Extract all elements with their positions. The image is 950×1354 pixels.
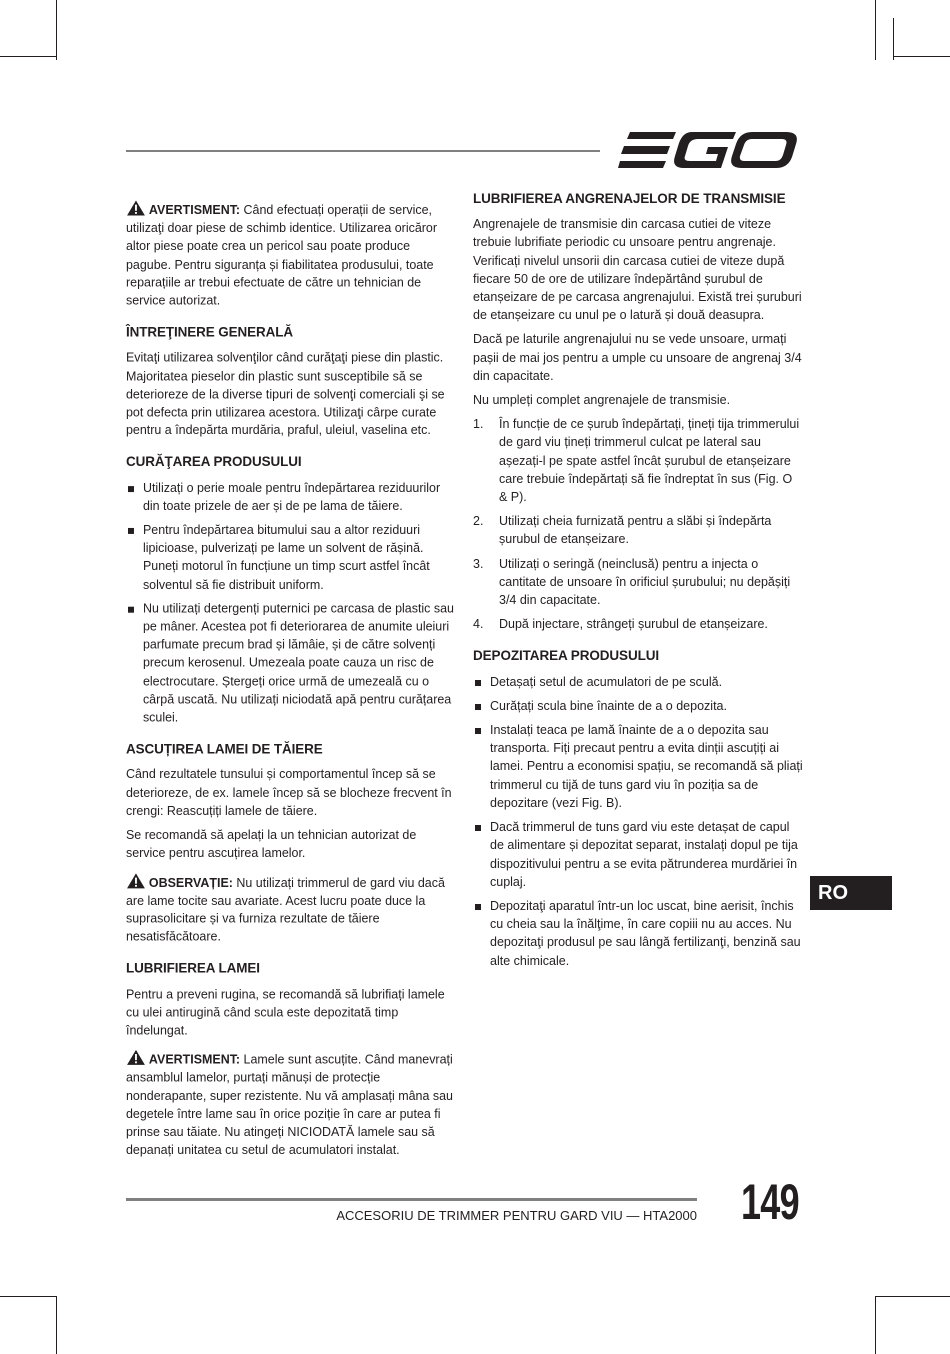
list-item bbox=[473, 512, 803, 548]
bullet-icon bbox=[128, 486, 134, 492]
ego-logo bbox=[618, 128, 798, 172]
section-heading: LUBRIFIEREA LAMEI bbox=[126, 960, 260, 976]
list-item bbox=[126, 600, 456, 727]
list-item bbox=[473, 555, 803, 610]
list-item-text: Nu utilizați detergenți puternici pe carcasa de plastic sau pe mâner. Acestea pot fi deteriorarea de anumite uleiuri parfumate precum brad și lămâie, și de către solvenți precum kerosenul. Umezeala poate cauza un risc de electrocutare. Ștergeți orice urmă de umezeală cu o cârpă uscată. Nu utilizați niciodată apă pentru curățarea sculei. bbox=[142, 601, 454, 725]
warning-text: Când efectuați operații de service, utilizaţi doar piese de schimb identice. Utilizarea oricăror altor piese poate crea un pericol sau poate produce pagube. Pentru siguranța și fiabilitatea produsului, toate reparațiile ar trebui efectuate de către un tehnician de service autorizat. bbox=[126, 202, 437, 308]
right-column bbox=[473, 190, 803, 976]
list-item-text: Pentru îndepărtarea bitumului sau a altor reziduuri lipicioase, pulverizați pe lame un solvent de rășină. Puneți motorul în funcțiune un timp scurt astfel încât solventul să fie distribuit uniform. bbox=[142, 523, 430, 592]
paragraph: Dacă pe laturile angrenajului nu se vede unsoare, urmați pașii de mai jos pentru a umple cu unsoare de angrenaj 3/4 din capacitate. bbox=[473, 332, 802, 383]
list-item-text: Detașați setul de acumulatori de pe sculă. bbox=[490, 674, 723, 689]
section-heading: ÎNTREŢINERE GENERALĂ bbox=[126, 324, 294, 340]
warning-icon bbox=[126, 1049, 146, 1065]
list-item bbox=[473, 818, 803, 891]
step-number: 4. bbox=[473, 617, 484, 632]
crop-mark bbox=[875, 0, 876, 60]
warning-icon bbox=[126, 872, 146, 888]
paragraph: Când rezultatele tunsului și comportamentul încep să se deterioreze, de ex. lamele încep să se blocheze frecvent în crengi: Reascuțiți lamele de tăiere. bbox=[126, 767, 452, 818]
warning-icon bbox=[126, 200, 146, 216]
bullet-list bbox=[473, 673, 803, 970]
step-number: 2. bbox=[473, 514, 484, 529]
list-item bbox=[473, 673, 803, 691]
bullet-icon bbox=[128, 607, 134, 613]
observation-text: Nu utilizați trimmerul de gard viu dacă are lame tocite sau avariate. Acest lucru poate duce la suprasolicitare și va furniza rezultate de tăiere nesatisfăcătoare. bbox=[126, 875, 445, 944]
warning-blades bbox=[126, 1049, 456, 1159]
list-item bbox=[473, 721, 803, 812]
list-item-text: Dacă trimmerul de tuns gard viu este detașat de capul de alimentare și depozitat separat, instalați dopul pe tija dispozitivului pentru a se evita pătrunderea murdăriei în cuplaj. bbox=[490, 820, 798, 889]
crop-mark bbox=[0, 1296, 56, 1297]
step-text: În funcție de ce șurub îndepărtați, țineți tija trimmerului de gard viu țineți trimmerul culcat pe lateral sau așezați-l pe spate astfel încât șurubul de etanșeizare care trebuie îndepărtați să fie îndreptat în sus (Fig. O & P). bbox=[499, 417, 800, 505]
step-text: Utilizați cheia furnizată pentru a slăbi și îndepărta șurubul de etanșeizare. bbox=[499, 514, 772, 547]
warning-text: Lamele sunt ascuțite. Când manevrați ansamblul lamelor, purtați mănuși de protecție nonderapante, super rezistente. Nu vă amplasați mâna sau degetele între lame sau în orice poziție în care ar putea fi prinse sau tăiate. Nu atingeți NICIODATĂ lamele sau să depanați unitatea cu setul de acumulatori instalat. bbox=[126, 1052, 453, 1158]
list-item-text: Utilizați o perie moale pentru îndepărtarea reziduurilor din toate prizele de aer și de pe lama de tăiere. bbox=[142, 480, 441, 513]
paragraph: Evitaţi utilizarea solvenţilor când curăţaţi piese din plastic. Majoritatea pieselor din plastic sunt susceptibile să se deterioreze de la diverse tipuri de solvenţi comerciali şi se pot defecta prin utilizarea acestora. Utilizaţi cârpe curate pentru a îndepărta murdăria, praful, uleiul, vaselina etc. bbox=[126, 350, 445, 438]
section-heading: DEPOZITAREA PRODUSULUI bbox=[473, 648, 660, 664]
crop-mark bbox=[56, 1296, 57, 1354]
bullet-icon bbox=[475, 904, 481, 910]
paragraph: Nu umpleți complet angrenajele de transmisie. bbox=[473, 393, 731, 408]
list-item bbox=[473, 897, 803, 970]
step-text: După injectare, strângeți șurubul de etanșeizare. bbox=[499, 617, 768, 632]
crop-mark bbox=[875, 1296, 950, 1297]
section-heading: ASCUȚIREA LAMEI DE TĂIERE bbox=[126, 741, 323, 757]
crop-mark bbox=[56, 0, 57, 60]
list-item bbox=[473, 615, 803, 633]
observation-label: OBSERVAȚIE: bbox=[148, 875, 233, 890]
warning-label: AVERTISMENT: bbox=[148, 1052, 241, 1067]
bullet-icon bbox=[475, 825, 481, 831]
bullet-icon bbox=[128, 528, 134, 534]
step-text: Utilizați o seringă (neinclusă) pentru a injecta o cantitate de unsoare în orificiul șurubului; nu depășiți 3/4 din capacitate. bbox=[499, 556, 791, 608]
section-heading: LUBRIFIEREA ANGRENAJELOR DE TRANSMISIE bbox=[473, 191, 786, 206]
bullet-icon bbox=[475, 704, 481, 710]
crop-mark bbox=[0, 56, 56, 57]
numbered-list bbox=[473, 415, 803, 633]
section-heading: CURĂŢAREA PRODUSULUI bbox=[126, 454, 302, 470]
warning-service bbox=[126, 200, 456, 310]
crop-mark bbox=[893, 18, 894, 60]
list-item bbox=[473, 697, 803, 715]
crop-mark bbox=[875, 1296, 876, 1354]
list-item-text: Curățați scula bine înainte de a o depozita. bbox=[490, 698, 727, 713]
warning-label: AVERTISMENT: bbox=[148, 202, 241, 217]
footer-rule bbox=[126, 1198, 697, 1201]
paragraph: Angrenajele de transmisie din carcasa cutiei de viteze trebuie lubrifiate periodic cu unsoare pentru angrenaje. Verificați nivelul unsorii din carcasa cutiei de viteze după fiecare 50 de ore de utilizare îndepărtând șurubul de etanșeizare de pe carcasa angrenajului. Există trei șuruburi de etanșeizare cu unul pe o latură și două deasupra. bbox=[473, 217, 802, 323]
list-item bbox=[126, 479, 456, 515]
page-number: 149 bbox=[741, 1174, 799, 1230]
footer-title: ACCESORIU DE TRIMMER PENTRU GARD VIU — HTA2000 bbox=[336, 1208, 697, 1223]
bullet-icon bbox=[475, 680, 481, 686]
bullet-icon bbox=[475, 728, 481, 734]
language-tab: RO bbox=[810, 876, 892, 910]
bullet-list bbox=[126, 479, 456, 727]
header-rule bbox=[126, 150, 600, 152]
step-number: 3. bbox=[473, 556, 484, 571]
list-item bbox=[473, 415, 803, 506]
crop-mark bbox=[893, 56, 950, 57]
left-column bbox=[126, 190, 456, 1165]
paragraph: Se recomandă să apelați la un tehnician autorizat de service pentru ascuțirea lamelor. bbox=[126, 828, 417, 861]
list-item-text: Instalați teaca pe lamă înainte de a o depozita sau transporta. Fiți precaut pentru a evita dinții ascuțiți ai lamei. Pentru a economisi spațiu, se recomandă să pliați trimmerul cu tijă de tuns gard viu în poziția sa de depozitare (vezi Fig. B). bbox=[490, 723, 803, 810]
list-item bbox=[126, 521, 456, 594]
list-item-text: Depozitaţi aparatul într-un loc uscat, bine aerisit, închis cu cheia sau la înălţime, în care copiii nu au acces. Nu depozitaţi produsul pe sau lângă fertilizanţi, benzină sau alte chimicale. bbox=[490, 898, 801, 968]
paragraph: Pentru a preveni rugina, se recomandă să lubrifiați lamele cu ulei antirugină când scula este depozitată timp îndelungat. bbox=[126, 987, 445, 1038]
observation-note bbox=[126, 872, 456, 946]
step-number: 1. bbox=[473, 417, 484, 432]
